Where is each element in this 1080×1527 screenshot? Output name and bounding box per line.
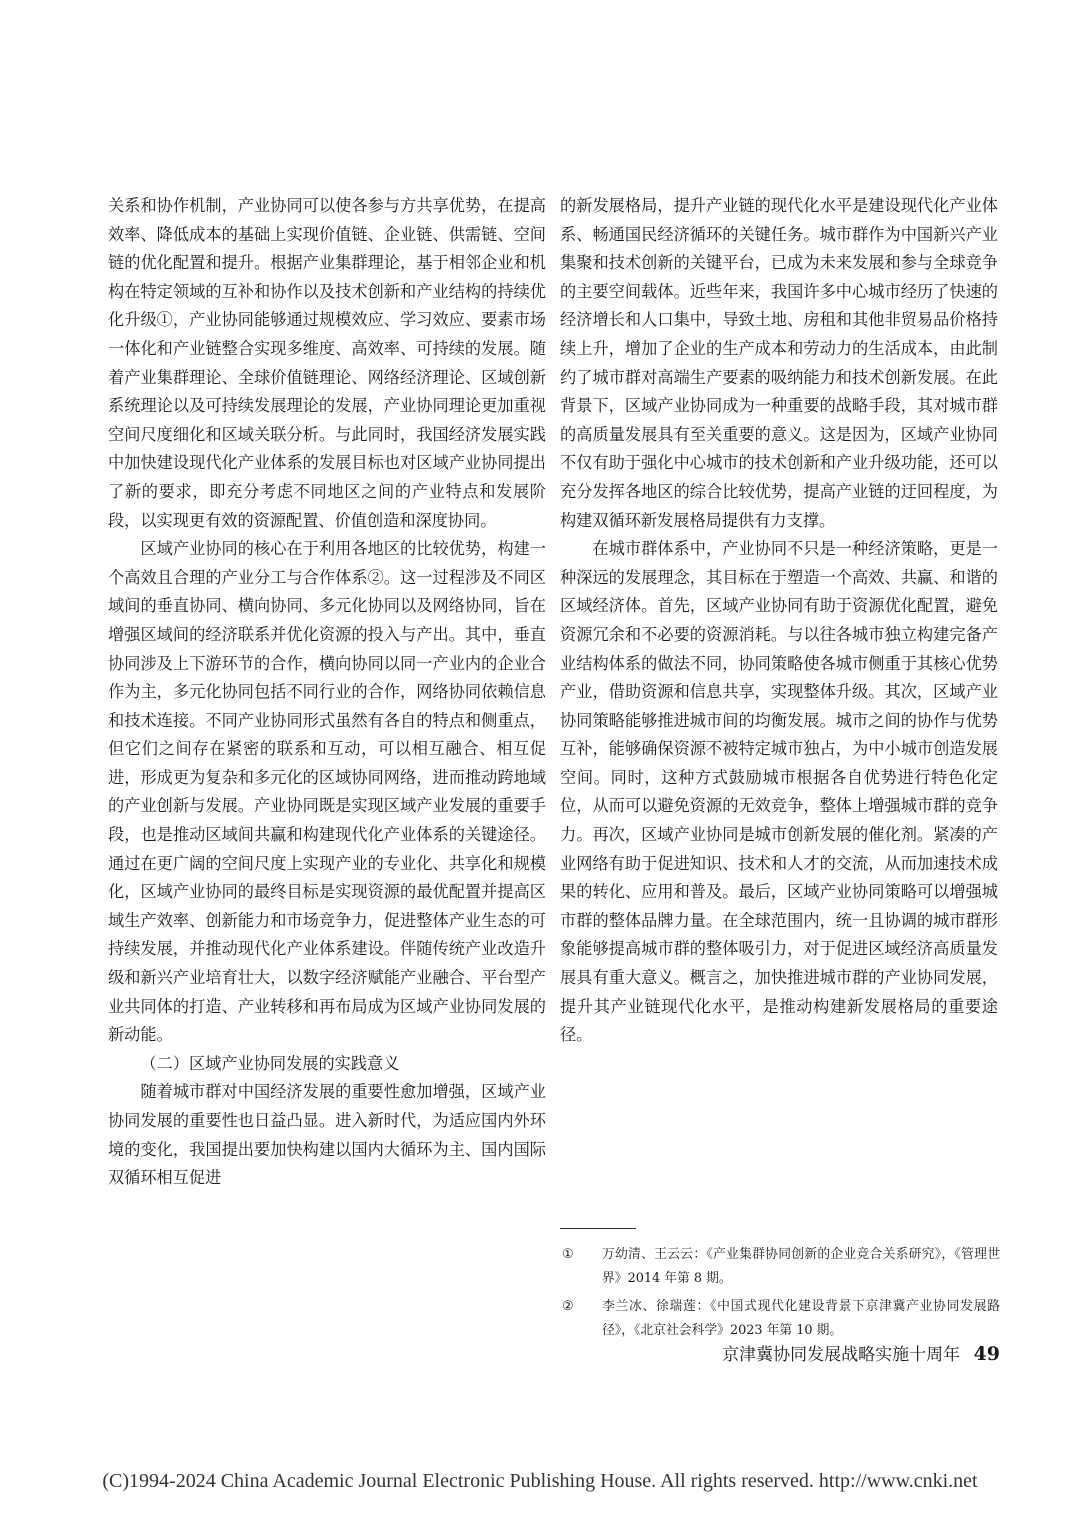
footnotes [560, 1243, 1000, 1347]
footnote-item [560, 1295, 1000, 1343]
footnote-mark: ① [562, 1247, 574, 1262]
paragraph: 随着城市群对中国经济发展的重要性愈加增强，区域产业协同发展的重要性也日益凸显。进入新时代，为适应国内外环境的变化，我国提出要加快构建以国内大循环为主、国内国际双循环相互促进 [108, 1082, 546, 1188]
paragraph: 在城市群体系中，产业协同不只是一种经济策略，更是一种深远的发展理念，其目标在于塑造一个高效、共赢、和谐的区域经济体。首先，区域产业协同有助于资源优化配置，避免资源冗余和不必要的资源消耗。与以往各城市独立构建完备产业结构体系的做法不同，协同策略使各城市侧重于其核心优势产业，借助资源和信息共享，实现整体升级。其次，区域产业协同策略能够推进城市间的均衡发展。城市之间的协作与优势互补，能够确保资源不被特定城市独占，为中小城市创造发展空间。同时，这种方式鼓励城市根据各自优势进行特色化定位，从而可以避免资源的无效竞争，整体上增强城市群的竞争力。再次，区域产业协同是城市创新发展的催化剂。紧凑的产业网络有助于促进知识、技术和人才的交流，从而加速技术成果的转化、应用和普及。最后，区域产业协同策略可以增强城市群的整体品牌力量。在全球范围内，统一且协调的城市群形象能够提高城市群的整体吸引力，对于促进区域经济高质量发展具有重大意义。概言之，加快推进城市群的产业协同发展，提升其产业链现代化水平，是推动构建新发展格局的重要途径。 [560, 539, 998, 1045]
footnote-text: 万幼清、王云云：《产业集群协同创新的企业竞合关系研究》，《管理世界》2014 年第 8 期。 [602, 1247, 1000, 1286]
running-footer [680, 1340, 1000, 1365]
left-column [108, 192, 546, 1193]
copyright-notice: (C)1994-2024 China Academic Journal Electronic Publishing House. All rights reserved. http://www.cnki.net [102, 1470, 978, 1492]
footnote-divider [560, 1228, 636, 1229]
section-heading: （二）区域产业协同发展的实践意义 [140, 1053, 400, 1073]
paragraph: 的新发展格局，提升产业链的现代化水平是建设现代化产业体系、畅通国民经济循环的关键任务。城市群作为中国新兴产业集聚和技术创新的关键平台，已成为未来发展和参与全球竞争的主要空间载体。近些年来，我国许多中心城市经历了快速的经济增长和人口集中，导致土地、房租和其他非贸易品价格持续上升，增加了企业的生产成本和劳动力的生活成本，由此制约了城市群对高端生产要素的吸纳能力和技术创新发展。在此背景下，区域产业协同成为一种重要的战略手段，其对城市群的高质量发展具有至关重要的意义。这是因为，区域产业协同不仅有助于强化中心城市的技术创新和产业升级功能，还可以充分发挥各地区的综合比较优势，提高产业链的迂回程度，为构建双循环新发展格局提供有力支撑。 [560, 196, 998, 530]
page-number: 49 [973, 1343, 1000, 1365]
footnote-mark: ② [562, 1299, 574, 1314]
footnote-item [560, 1243, 1000, 1291]
paragraph: 区域产业协同的核心在于利用各地区的比较优势，构建一个高效且合理的产业分工与合作体系②。这一过程涉及不同区域间的垂直协同、横向协同、多元化协同以及网络协同，旨在增强区域间的经济联系并优化资源的投入与产出。其中，垂直协同涉及上下游环节的合作，横向协同以同一产业内的企业合作为主，多元化协同包括不同行业的合作，网络协同依赖信息和技术连接。不同产业协同形式虽然有各自的特点和侧重点，但它们之间存在紧密的联系和互动，可以相互融合、相互促进，形成更为复杂和多元化的区域协同网络，进而推动跨地域的产业创新与发展。产业协同既是实现区域产业发展的重要手段，也是推动区域间共赢和构建现代化产业体系的关键途径。通过在更广阔的空间尺度上实现产业的专业化、共享化和规模化，区域产业协同的最终目标是实现资源的最优配置并提高区域生产效率、创新能力和市场竞争力，促进整体产业生态的可持续发展，并推动现代化产业体系建设。伴随传统产业改造升级和新兴产业培育壮大，以数字经济赋能产业融合、平台型产业共同体的打造、产业转移和再布局成为区域产业协同发展的新动能。 [108, 539, 546, 1045]
footnote-text: 李兰冰、徐瑞莲：《中国式现代化建设背景下京津冀产业协同发展路径》，《北京社会科学》2023 年第 10 期。 [602, 1299, 1000, 1338]
right-column [560, 192, 998, 1050]
paragraph: 关系和协作机制，产业协同可以使各参与方共享优势，在提高效率、降低成本的基础上实现价值链、企业链、供需链、空间链的优化配置和提升。根据产业集群理论，基于相邻企业和机构在特定领域的互补和协作以及技术创新和产业结构的持续优化升级①，产业协同能够通过规模效应、学习效应、要素市场一体化和产业链整合实现多维度、高效率、可持续的发展。随着产业集群理论、全球价值链理论、网络经济理论、区域创新系统理论以及可持续发展理论的发展，产业协同理论更加重视空间尺度细化和区域关联分析。与此同时，我国经济发展实践中加快建设现代化产业体系的发展目标也对区域产业协同提出了新的要求，即充分考虑不同地区之间的产业特点和发展阶段，以实现更有效的资源配置、价值创造和深度协同。 [108, 196, 546, 530]
journal-title: 京津冀协同发展战略实施十周年 [722, 1345, 961, 1365]
